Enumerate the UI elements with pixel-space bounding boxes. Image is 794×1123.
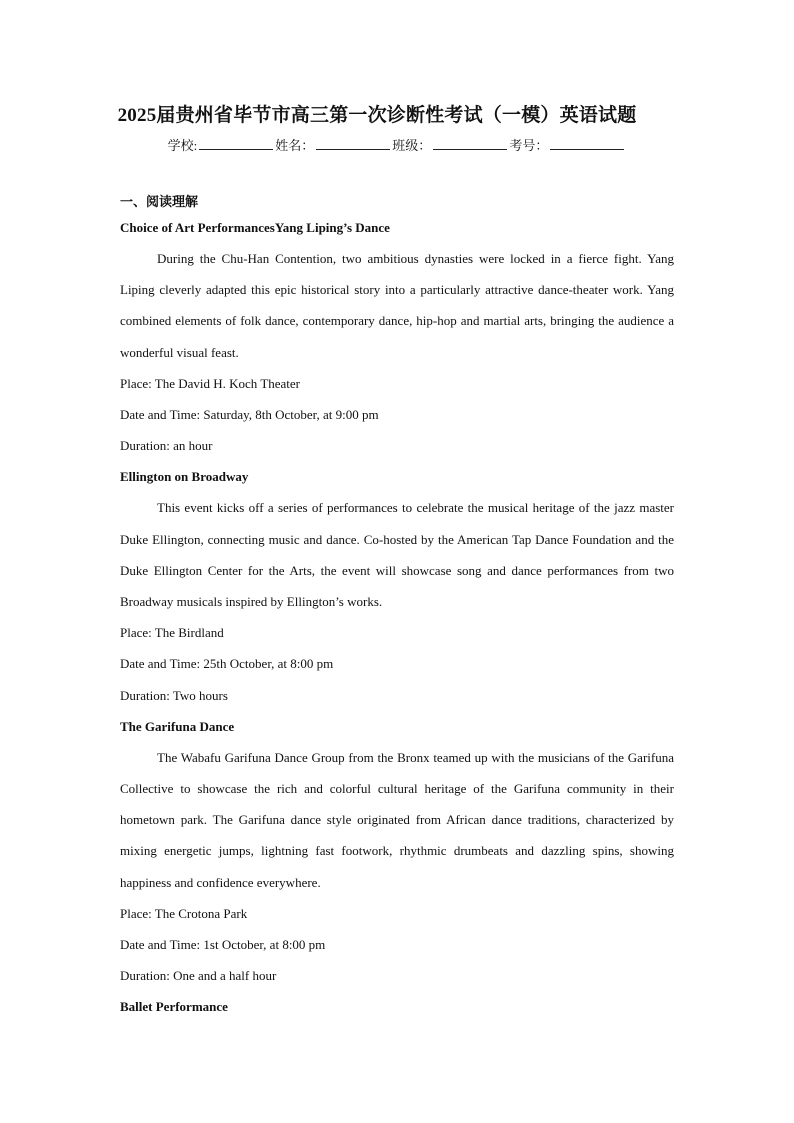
name-label: 姓名： — [275, 138, 315, 153]
document-page — [117, 100, 674, 1022]
event-place: Place: The David H. Koch Theater — [120, 375, 301, 391]
school-label: 学校: — [167, 138, 198, 153]
event-datetime: Date and Time: 25th October, at 8:00 pm — [120, 656, 334, 672]
event-place: Place: The Crotona Park — [120, 905, 248, 921]
event-title: Ballet Performance — [120, 999, 228, 1015]
event-datetime: Date and Time: 1st October, at 8:00 pm — [120, 937, 326, 953]
name-blank[interactable] — [316, 137, 390, 150]
exam-no-label: 考号： — [509, 138, 549, 153]
exam-title: 2025届贵州省毕节市高三第一次诊断性考试（一模）英语试题 — [117, 105, 637, 126]
class-label: 班级： — [392, 138, 432, 153]
section-heading: 一、阅读理解 — [120, 194, 199, 209]
event-duration: Duration: an hour — [120, 438, 213, 454]
event-title: The Garifuna Dance — [120, 718, 235, 734]
class-blank[interactable] — [433, 137, 507, 150]
event-paragraph: During the Chu-Han Contention, two ambitious dynasties were locked in a fierce fight. Yang Liping cleverly adapted this epic historical story into a particularly attractive dance-theater work. Yang combined elements of folk dance, contemporary dance, hip-hop and martial arts, bringing the audience a wonderful visual feast. — [120, 251, 674, 360]
event-datetime: Date and Time: Saturday, 8th October, at 9:00 pm — [120, 407, 379, 423]
event-paragraph: The Wabafu Garifuna Dance Group from the Bronx teamed up with the musicians of the Garifuna Collective to showcase the rich and colorful cultural heritage of the Garifuna community in their hometown park. The Garifuna dance style originated from African dance traditions, characterized by mixing energetic jumps, lightning fast footwork, rhythmic drumbeats and dazzling spins, showing happiness and confidence everywhere. — [120, 749, 674, 890]
event-duration: Duration: One and a half hour — [120, 968, 277, 984]
event-paragraph: This event kicks off a series of performances to celebrate the musical heritage of the jazz master Duke Ellington, connecting music and dance. Co-hosted by the American Tap Dance Foundation and the Duke Ellington Center for the Arts, the event will showcase song and dance performances from two Broadway musicals inspired by Ellington’s works. — [120, 500, 674, 610]
event-place: Place: The Birdland — [120, 625, 224, 641]
exam-no-blank[interactable] — [550, 137, 624, 150]
school-blank[interactable] — [199, 137, 273, 150]
event-title: Ellington on Broadway — [120, 469, 249, 485]
passage-title: Choice of Art PerformancesYang Liping’s Dance — [120, 220, 390, 235]
event-duration: Duration: Two hours — [120, 687, 228, 703]
student-info-line — [120, 136, 674, 156]
